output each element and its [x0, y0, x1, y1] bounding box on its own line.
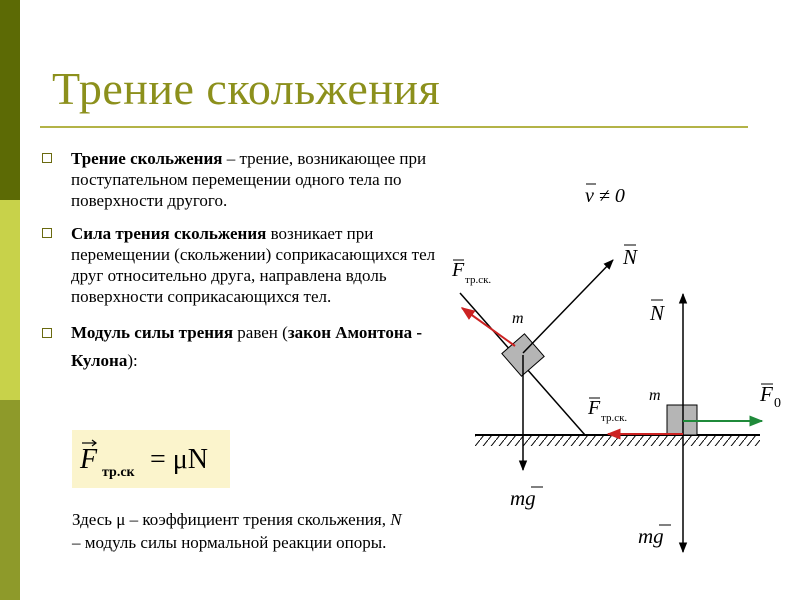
note-text: – модуль силы нормальной реакции опоры.: [72, 533, 387, 552]
incline-gravity-label: mg: [510, 486, 536, 510]
bullet-square-icon: [42, 328, 52, 338]
bullet-modulus: [40, 319, 440, 375]
vector-arrow-icon: [80, 438, 100, 448]
floor-friction-label: F: [588, 397, 601, 419]
ground-hatching: [475, 436, 760, 446]
formula-F: F: [80, 444, 98, 475]
formula-subscript: тр.ск: [102, 465, 135, 480]
bullet-text: возникает при перемещении (скольжении) соприкасающихся тел друг относительно друга, направлена вдоль поверхности соприкасающихся тел.: [71, 224, 436, 306]
bullet-force: [40, 223, 440, 307]
formula-rhs: = μN: [150, 444, 209, 475]
note-text: Здесь: [72, 510, 117, 529]
floor-friction-subscript: тр.ск.: [601, 412, 628, 424]
bullet-law-name: закон Амонтона - Кулона: [71, 323, 423, 370]
applied-force-label: F: [760, 382, 773, 406]
bullet-bold-term: Модуль силы трения: [71, 323, 234, 342]
note-N: N: [390, 510, 402, 529]
bullet-definition: [40, 148, 440, 211]
formula-box: [72, 430, 230, 488]
bullet-text: равен (: [233, 323, 288, 342]
bullet-bold-term: Трение скольжения: [71, 149, 223, 168]
bullet-list: [40, 148, 440, 387]
bullet-square-icon: [42, 153, 52, 163]
incline-friction-arrow: [462, 308, 515, 346]
incline-normal-arrow: [523, 260, 613, 353]
floor-normal-label: N: [650, 301, 665, 325]
left-stripe-mid: [0, 400, 20, 600]
incline-normal-label: N: [623, 245, 638, 269]
incline-mass-label: m: [512, 310, 524, 327]
floor-mass-label: m: [649, 387, 661, 404]
bullet-text: ):: [127, 351, 138, 370]
bullet-square-icon: [42, 228, 52, 238]
bullet-text: – трение, возникающее при поступательном перемещении одного тела по поверхности другого.: [71, 149, 427, 210]
floor-gravity-label: mg: [638, 524, 664, 548]
title-underline: [40, 126, 748, 128]
note-mu: μ: [116, 510, 126, 529]
left-stripe-light: [0, 200, 20, 400]
slide-title: Трение скольжения: [52, 63, 441, 114]
applied-force-subscript: 0: [774, 396, 781, 411]
left-stripe-dark: [0, 0, 20, 200]
incline-friction-subscript: тр.ск.: [465, 274, 492, 286]
bullet-bold-term: Сила трения скольжения: [71, 224, 267, 243]
incline-friction-label: F: [452, 259, 465, 281]
velocity-label: v ≠ 0: [585, 185, 625, 207]
note-text: – коэффициент трения скольжения,: [125, 510, 391, 529]
friction-diagram: [440, 170, 790, 560]
note-paragraph: [72, 508, 402, 554]
